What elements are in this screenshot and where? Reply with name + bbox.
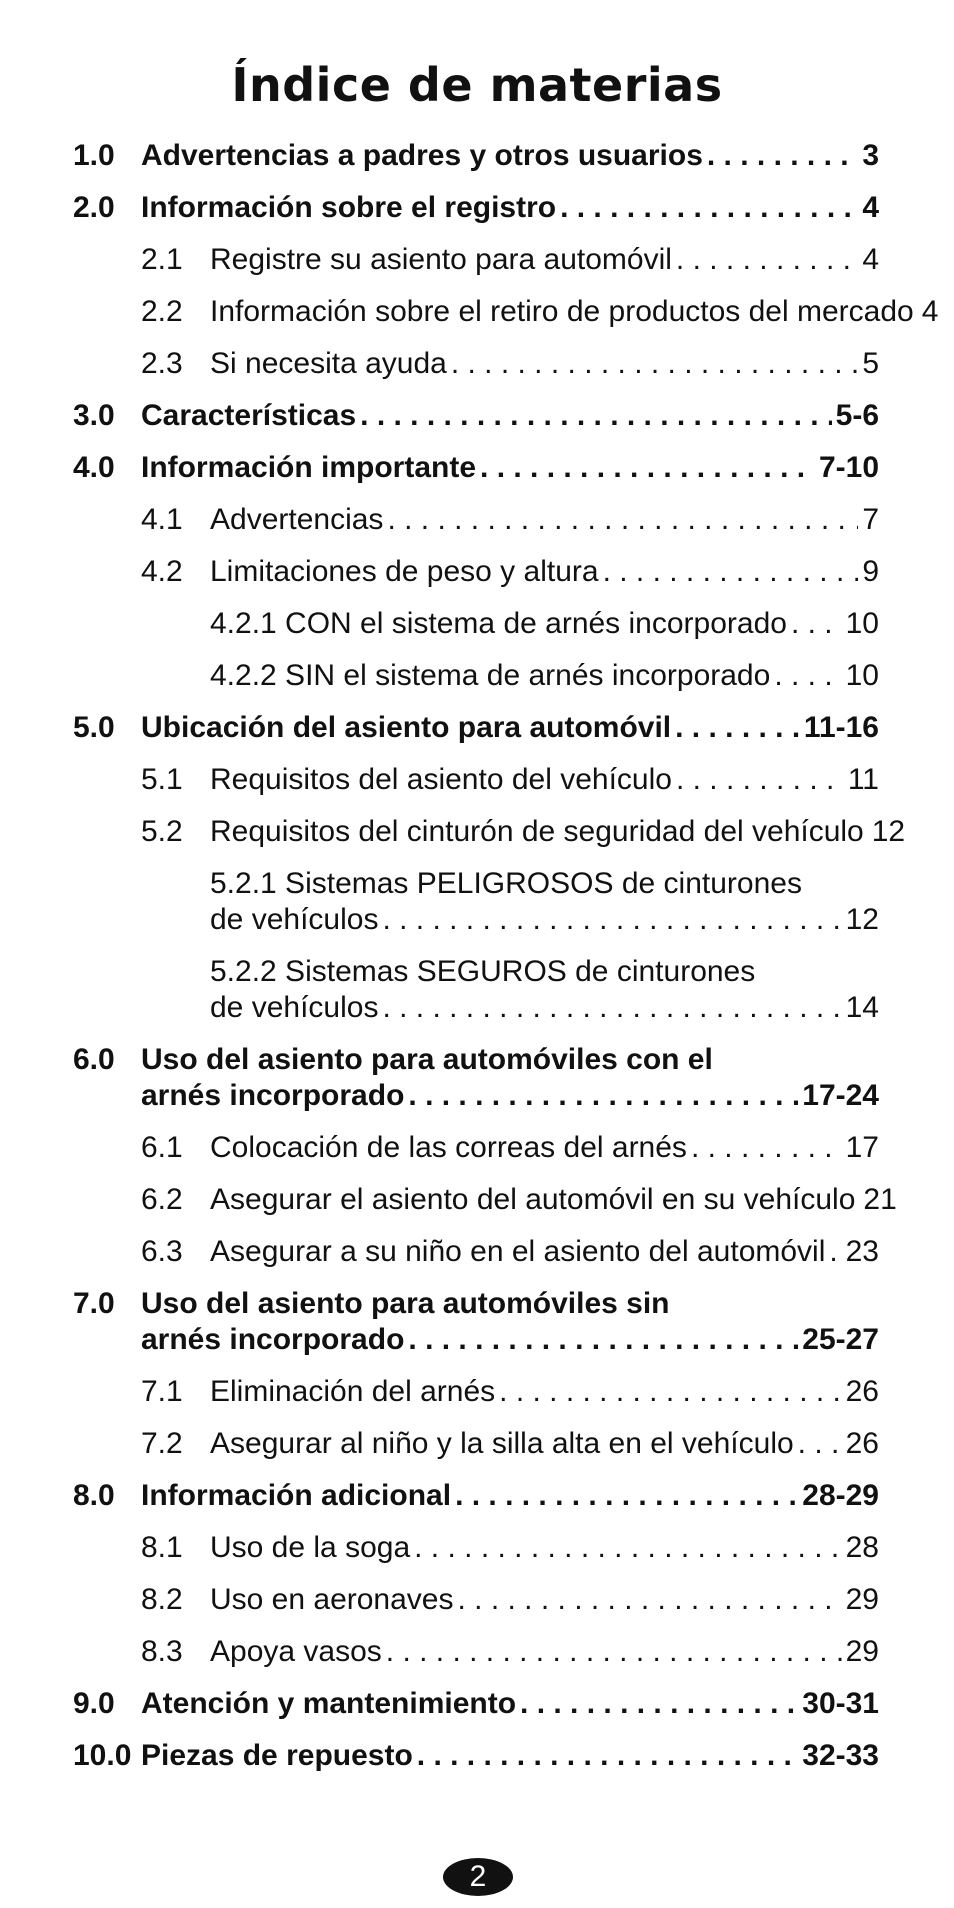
toc-entry[interactable] bbox=[0, 1370, 954, 1422]
dot-leader bbox=[675, 710, 800, 746]
toc-entry[interactable] bbox=[0, 1526, 954, 1578]
toc-entry-number: 8.1 bbox=[141, 1531, 183, 1564]
dot-leader bbox=[691, 1130, 842, 1166]
toc-entry-number: 6.3 bbox=[141, 1235, 183, 1268]
toc-entry-title: Asegurar a su niño en el asiento del automóvil bbox=[210, 1235, 826, 1268]
toc-entry[interactable] bbox=[0, 1038, 954, 1126]
toc-entry-number: 6.2 bbox=[141, 1183, 183, 1216]
toc-entry-title: Advertencias a padres y otros usuarios bbox=[141, 139, 703, 172]
toc-entry[interactable] bbox=[0, 1126, 954, 1178]
toc-entry[interactable] bbox=[0, 342, 954, 394]
toc-entry-number: 3.0 bbox=[73, 399, 115, 432]
toc-entry-title: Información adicional bbox=[141, 1479, 452, 1512]
toc-entry-title: Piezas de repuesto bbox=[141, 1739, 413, 1772]
toc-entry-page: 10 bbox=[845, 607, 879, 640]
toc-entry-title: arnés incorporado bbox=[141, 1323, 405, 1356]
toc-entry-title: Requisitos del cinturón de seguridad del vehículo bbox=[210, 815, 864, 848]
toc-entry-page: 12 bbox=[845, 903, 879, 936]
dot-leader bbox=[676, 242, 858, 278]
table-of-contents bbox=[0, 134, 954, 1786]
toc-entry-number: 7.1 bbox=[141, 1375, 183, 1408]
toc-entry-page: 4 bbox=[862, 191, 879, 224]
toc-entry[interactable] bbox=[0, 186, 954, 238]
toc-entry-page: 4 bbox=[921, 295, 939, 328]
toc-entry[interactable] bbox=[0, 238, 954, 290]
toc-entry-number: 5.1 bbox=[141, 763, 183, 796]
dot-leader bbox=[360, 398, 831, 434]
toc-entry[interactable] bbox=[0, 1474, 954, 1526]
toc-entry-title: Registre su asiento para automóvil bbox=[210, 243, 672, 276]
toc-entry[interactable] bbox=[0, 446, 954, 498]
toc-entry-title: Uso en aeronaves bbox=[210, 1583, 454, 1616]
toc-entry-title: 4.2.2 SIN el sistema de arnés incorporado bbox=[210, 659, 771, 692]
toc-entry-number: 4.0 bbox=[73, 451, 115, 484]
toc-entry-number: 10.0 bbox=[73, 1739, 132, 1772]
toc-entry-page: 11-16 bbox=[803, 711, 879, 744]
toc-entry-number: 2.3 bbox=[141, 347, 183, 380]
toc-entry[interactable] bbox=[0, 1734, 954, 1786]
toc-entry[interactable] bbox=[0, 810, 954, 862]
toc-entry-page: 30-31 bbox=[802, 1687, 879, 1720]
toc-entry-page: 26 bbox=[845, 1375, 879, 1408]
toc-entry-title: Apoya vasos bbox=[210, 1635, 382, 1668]
toc-entry-title: Advertencias bbox=[210, 503, 384, 536]
toc-entry-number: 2.0 bbox=[73, 191, 115, 224]
toc-entry-page: 10 bbox=[845, 659, 879, 692]
toc-entry-title: Colocación de las correas del arnés bbox=[210, 1131, 687, 1164]
toc-entry-page: 29 bbox=[845, 1635, 879, 1668]
toc-entry-page: 25-27 bbox=[802, 1323, 879, 1356]
dot-leader bbox=[382, 902, 841, 938]
toc-entry[interactable] bbox=[0, 550, 954, 602]
toc-entry-number: 4.2 bbox=[141, 555, 183, 588]
toc-entry[interactable] bbox=[0, 1682, 954, 1734]
page-title: Índice de materias bbox=[231, 58, 723, 112]
toc-entry-number: 4.1 bbox=[141, 503, 183, 536]
toc-entry-number: 6.0 bbox=[73, 1043, 115, 1076]
toc-entry[interactable] bbox=[0, 950, 954, 1038]
toc-entry-title: 5.2.2 Sistemas SEGUROS de cinturones bbox=[210, 955, 756, 988]
toc-entry-title: Uso del asiento para automóviles sin bbox=[141, 1287, 670, 1320]
toc-entry[interactable] bbox=[0, 1230, 954, 1282]
toc-entry-title: Ubicación del asiento para automóvil bbox=[141, 711, 672, 744]
dot-leader bbox=[386, 1634, 842, 1670]
toc-entry[interactable] bbox=[0, 1282, 954, 1370]
toc-entry-number: 2.2 bbox=[141, 295, 183, 328]
dot-leader bbox=[499, 1374, 841, 1410]
toc-entry-page: 11 bbox=[847, 763, 879, 796]
toc-entry[interactable] bbox=[0, 498, 954, 550]
toc-entry-page: 17-24 bbox=[802, 1079, 879, 1112]
toc-entry[interactable] bbox=[0, 134, 954, 186]
toc-entry-title: Limitaciones de peso y altura bbox=[210, 555, 599, 588]
toc-entry-page: 14 bbox=[845, 991, 879, 1024]
dot-leader bbox=[774, 658, 841, 694]
toc-entry-page: 28 bbox=[845, 1531, 879, 1564]
toc-entry-page: 3 bbox=[862, 139, 879, 172]
toc-entry[interactable] bbox=[0, 1630, 954, 1682]
toc-entry-page: 7-10 bbox=[818, 451, 879, 484]
dot-leader bbox=[408, 1078, 798, 1114]
toc-entry[interactable] bbox=[0, 1422, 954, 1474]
toc-entry-title: de vehículos bbox=[210, 991, 379, 1024]
toc-entry-number: 1.0 bbox=[73, 139, 115, 172]
toc-entry-title: Características bbox=[141, 399, 357, 432]
toc-entry-page: 23 bbox=[845, 1235, 879, 1268]
toc-entry-page: 21 bbox=[863, 1183, 897, 1216]
dot-leader bbox=[408, 1322, 798, 1358]
toc-entry-number: 7.2 bbox=[141, 1427, 183, 1460]
toc-entry-page: 17 bbox=[845, 1131, 879, 1164]
dot-leader bbox=[455, 1478, 798, 1514]
toc-entry-number: 8.0 bbox=[73, 1479, 115, 1512]
toc-entry[interactable] bbox=[0, 654, 954, 706]
toc-entry-title: Uso del asiento para automóviles con el bbox=[141, 1043, 713, 1076]
toc-entry-page: 5-6 bbox=[835, 399, 879, 432]
dot-leader bbox=[791, 606, 842, 642]
toc-entry-title: Atención y mantenimiento bbox=[141, 1687, 517, 1720]
dot-leader bbox=[458, 1582, 842, 1618]
toc-entry[interactable] bbox=[0, 394, 954, 446]
toc-entry-number: 5.2 bbox=[141, 815, 183, 848]
dot-leader bbox=[829, 1234, 841, 1270]
toc-entry-title: Asegurar al niño y la silla alta en el vehículo bbox=[210, 1427, 794, 1460]
toc-entry[interactable] bbox=[0, 1578, 954, 1630]
toc-entry-title: arnés incorporado bbox=[141, 1079, 405, 1112]
toc-entry-title: 5.2.1 Sistemas PELIGROSOS de cinturones bbox=[210, 867, 802, 900]
page-number-badge: 2 bbox=[443, 1858, 513, 1896]
dot-leader bbox=[520, 1686, 798, 1722]
toc-entry-title: Si necesita ayuda bbox=[210, 347, 447, 380]
toc-entry-title: Asegurar el asiento del automóvil en su vehículo bbox=[210, 1183, 856, 1216]
dot-leader bbox=[560, 190, 858, 226]
toc-entry-title: 4.2.1 CON el sistema de arnés incorporado bbox=[210, 607, 787, 640]
toc-entry[interactable] bbox=[0, 706, 954, 758]
toc-entry-page: 5 bbox=[862, 347, 879, 380]
toc-entry-number: 8.3 bbox=[141, 1635, 183, 1668]
toc-entry[interactable] bbox=[0, 1178, 954, 1230]
toc-entry-page: 4 bbox=[862, 243, 879, 276]
toc-entry[interactable] bbox=[0, 862, 954, 950]
toc-entry-title: Información sobre el retiro de productos del mercado bbox=[210, 295, 914, 328]
toc-entry-page: 9 bbox=[862, 555, 879, 588]
dot-leader bbox=[382, 990, 841, 1026]
toc-entry[interactable] bbox=[0, 602, 954, 654]
dot-leader bbox=[451, 346, 858, 382]
dot-leader bbox=[417, 1738, 798, 1774]
toc-entry[interactable] bbox=[0, 290, 954, 342]
toc-entry-number: 2.1 bbox=[141, 243, 183, 276]
toc-entry-title: Requisitos del asiento del vehículo bbox=[210, 763, 672, 796]
toc-entry-number: 6.1 bbox=[141, 1131, 183, 1164]
toc-entry-number: 8.2 bbox=[141, 1583, 183, 1616]
toc-entry[interactable] bbox=[0, 758, 954, 810]
toc-entry-page: 7 bbox=[862, 503, 879, 536]
dot-leader bbox=[707, 138, 858, 174]
toc-entry-page: 32-33 bbox=[802, 1739, 879, 1772]
toc-entry-title: Información sobre el registro bbox=[141, 191, 557, 224]
dot-leader bbox=[798, 1426, 842, 1462]
toc-entry-number: 7.0 bbox=[73, 1287, 115, 1320]
dot-leader bbox=[603, 554, 859, 590]
toc-entry-title: Información importante bbox=[141, 451, 477, 484]
toc-entry-page: 29 bbox=[845, 1583, 879, 1616]
toc-entry-page: 28-29 bbox=[802, 1479, 879, 1512]
dot-leader bbox=[480, 450, 815, 486]
toc-entry-page: 12 bbox=[871, 815, 906, 848]
toc-entry-number: 9.0 bbox=[73, 1687, 115, 1720]
toc-entry-title: de vehículos bbox=[210, 903, 379, 936]
toc-entry-page: 26 bbox=[845, 1427, 879, 1460]
toc-entry-title: Uso de la soga bbox=[210, 1531, 411, 1564]
dot-leader bbox=[414, 1530, 841, 1566]
toc-entry-number: 5.0 bbox=[73, 711, 115, 744]
dot-leader bbox=[676, 762, 844, 798]
toc-entry-title: Eliminación del arnés bbox=[210, 1375, 496, 1408]
dot-leader bbox=[387, 502, 858, 538]
